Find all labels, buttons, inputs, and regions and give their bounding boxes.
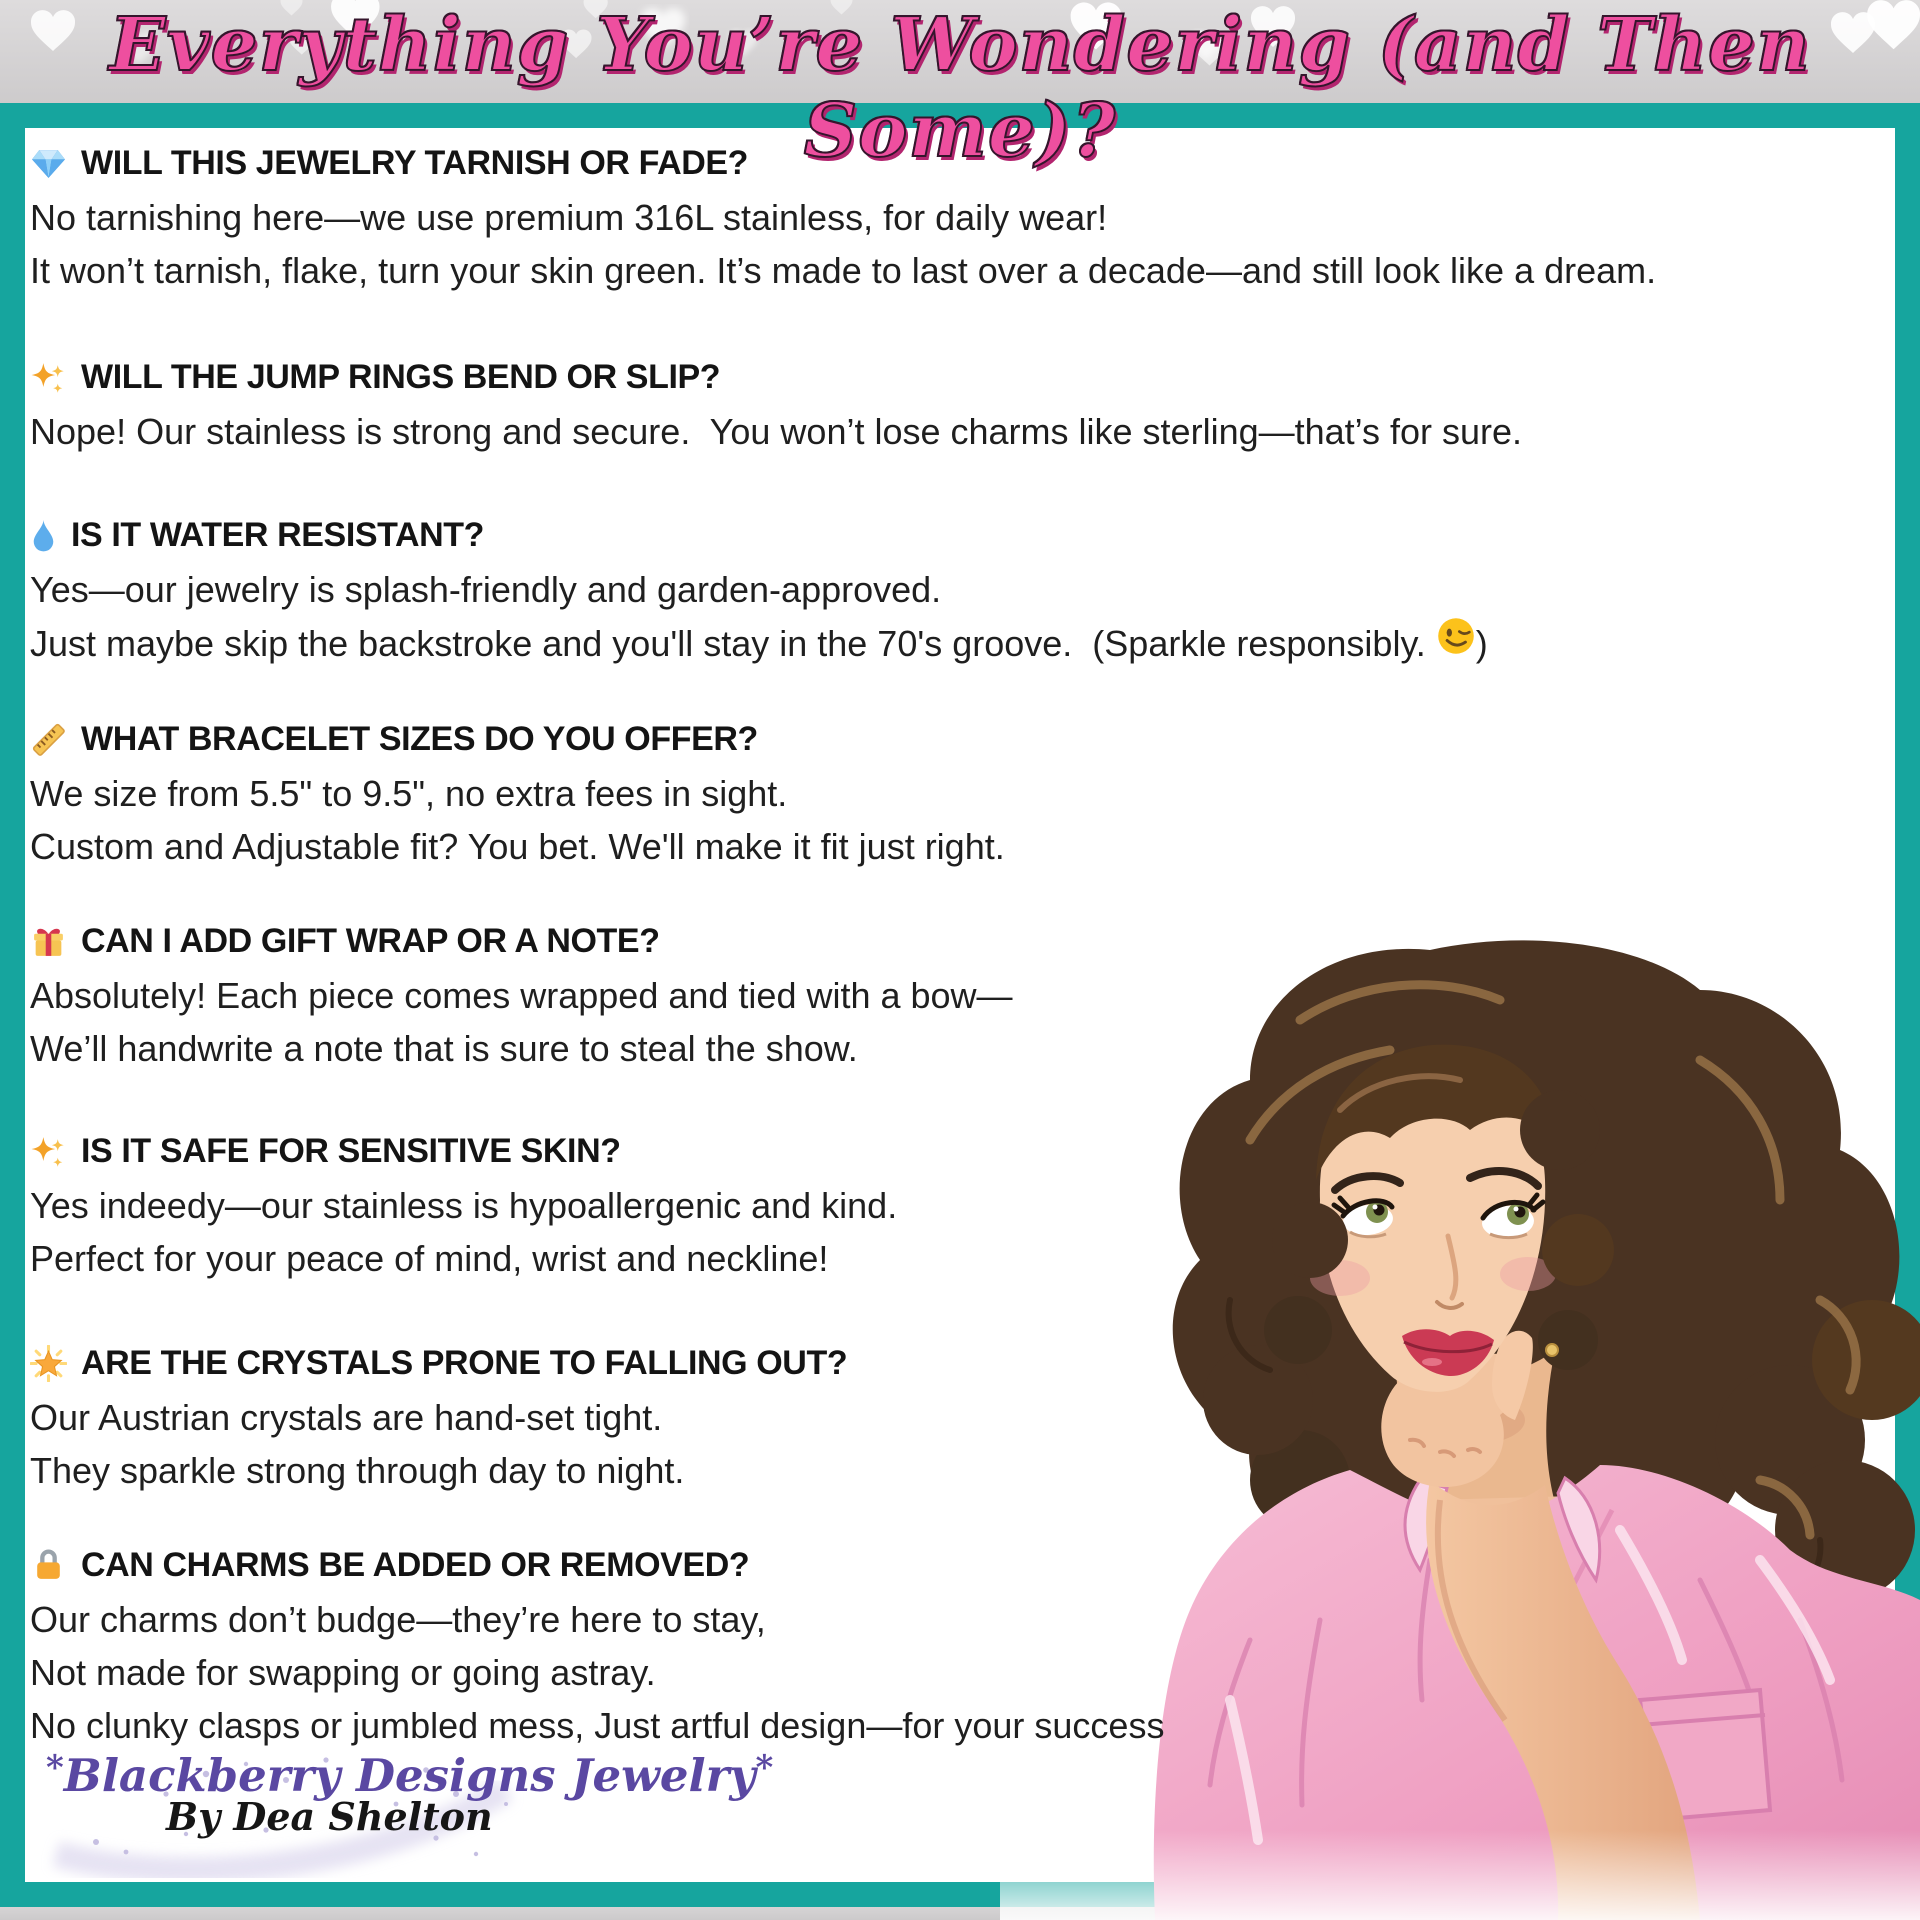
faq-question: IS IT SAFE FOR SENSITIVE SKIN? bbox=[81, 1131, 621, 1170]
faq-question: CAN I ADD GIFT WRAP OR A NOTE? bbox=[81, 921, 660, 960]
answer-text: Just maybe skip the backstroke and you'll stay in the 70's groove. (Sparkle responsibly. bbox=[30, 623, 1436, 664]
faq-section-sizes bbox=[30, 716, 1005, 873]
faq-question: CAN CHARMS BE ADDED OR REMOVED? bbox=[81, 1545, 750, 1584]
faq-answer: Yes indeedy—our stainless is hypoallergenic and kind. bbox=[30, 1185, 898, 1226]
faq-answer: We’ll handwrite a note that is sure to steal the show. bbox=[30, 1028, 858, 1069]
faq-question-row bbox=[30, 1128, 897, 1174]
brand-byline: By Dea Shelton bbox=[166, 1794, 493, 1839]
wink-face-icon bbox=[1436, 616, 1476, 656]
page-title: Everything You’re Wondering (and Then Some)? bbox=[109, 2, 1811, 174]
faq-section-sensitive-skin bbox=[30, 1128, 897, 1285]
faq-question-row bbox=[30, 512, 1488, 558]
faq-answer: Nope! Our stainless is strong and secure. You won’t lose charms like sterling—that’s for sure. bbox=[30, 411, 1523, 452]
glowing-star-icon bbox=[30, 1345, 67, 1382]
answer-text: ) bbox=[1475, 623, 1488, 664]
faq-question-row bbox=[30, 1340, 847, 1386]
star-decoration-icon: * bbox=[755, 1748, 774, 1788]
faq-question: ARE THE CRYSTALS PRONE TO FALLING OUT? bbox=[81, 1343, 848, 1382]
faq-question-row bbox=[30, 1542, 1164, 1588]
faq-answer: Yes—our jewelry is splash-friendly and garden-approved. bbox=[30, 569, 942, 610]
faq-question: WILL THE JUMP RINGS BEND OR SLIP? bbox=[81, 357, 721, 396]
faq-question: WILL THIS JEWELRY TARNISH OR FADE? bbox=[81, 143, 749, 182]
faq-answer: No clunky clasps or jumbled mess, Just artful design—for your success bbox=[30, 1705, 1165, 1746]
sparkles-icon bbox=[30, 1133, 67, 1170]
sparkles-icon bbox=[30, 359, 67, 396]
faq-answer: Custom and Adjustable fit? You bet. We'll make it fit just right. bbox=[30, 826, 1005, 867]
faq-answer: Perfect for your peace of mind, wrist and neckline! bbox=[30, 1238, 829, 1279]
faq-section-crystals bbox=[30, 1340, 847, 1497]
droplet-icon bbox=[30, 517, 57, 554]
lock-icon bbox=[30, 1547, 67, 1584]
faq-answer: Our charms don’t budge—they’re here to stay, bbox=[30, 1599, 766, 1640]
faq-answer bbox=[30, 616, 1488, 670]
faq-question: IS IT WATER RESISTANT? bbox=[71, 515, 485, 554]
faq-section-charms bbox=[30, 1542, 1164, 1752]
faq-answer: It won’t tarnish, flake, turn your skin green. It’s made to last over a decade—and still look like a dream. bbox=[30, 250, 1657, 291]
star-decoration-icon: * bbox=[46, 1748, 64, 1788]
faq-question-row bbox=[30, 918, 1013, 964]
faq-answer: Our Austrian crystals are hand-set tight. bbox=[30, 1397, 663, 1438]
gift-icon bbox=[30, 923, 67, 960]
faq-answer: Not made for swapping or going astray. bbox=[30, 1652, 656, 1693]
faq-section-water bbox=[30, 512, 1488, 670]
faq-question-row bbox=[30, 716, 1005, 762]
ruler-icon bbox=[30, 721, 67, 758]
faq-answer: We size from 5.5" to 9.5", no extra fees in sight. bbox=[30, 773, 788, 814]
faq-answer: No tarnishing here—we use premium 316L stainless, for daily wear! bbox=[30, 197, 1108, 238]
faq-question-row bbox=[30, 354, 1522, 400]
faq-section-gift-wrap bbox=[30, 918, 1013, 1075]
faq-section-jump-rings bbox=[30, 354, 1522, 458]
faq-answer: They sparkle strong through day to night. bbox=[30, 1450, 685, 1491]
brand-logo bbox=[46, 1748, 774, 1839]
faq-question: WHAT BRACELET SIZES DO YOU OFFER? bbox=[81, 719, 758, 758]
brand-name-text: Blackberry Designs Jewelry bbox=[63, 1749, 756, 1802]
faq-answer: Absolutely! Each piece comes wrapped and tied with a bow— bbox=[30, 975, 1013, 1016]
